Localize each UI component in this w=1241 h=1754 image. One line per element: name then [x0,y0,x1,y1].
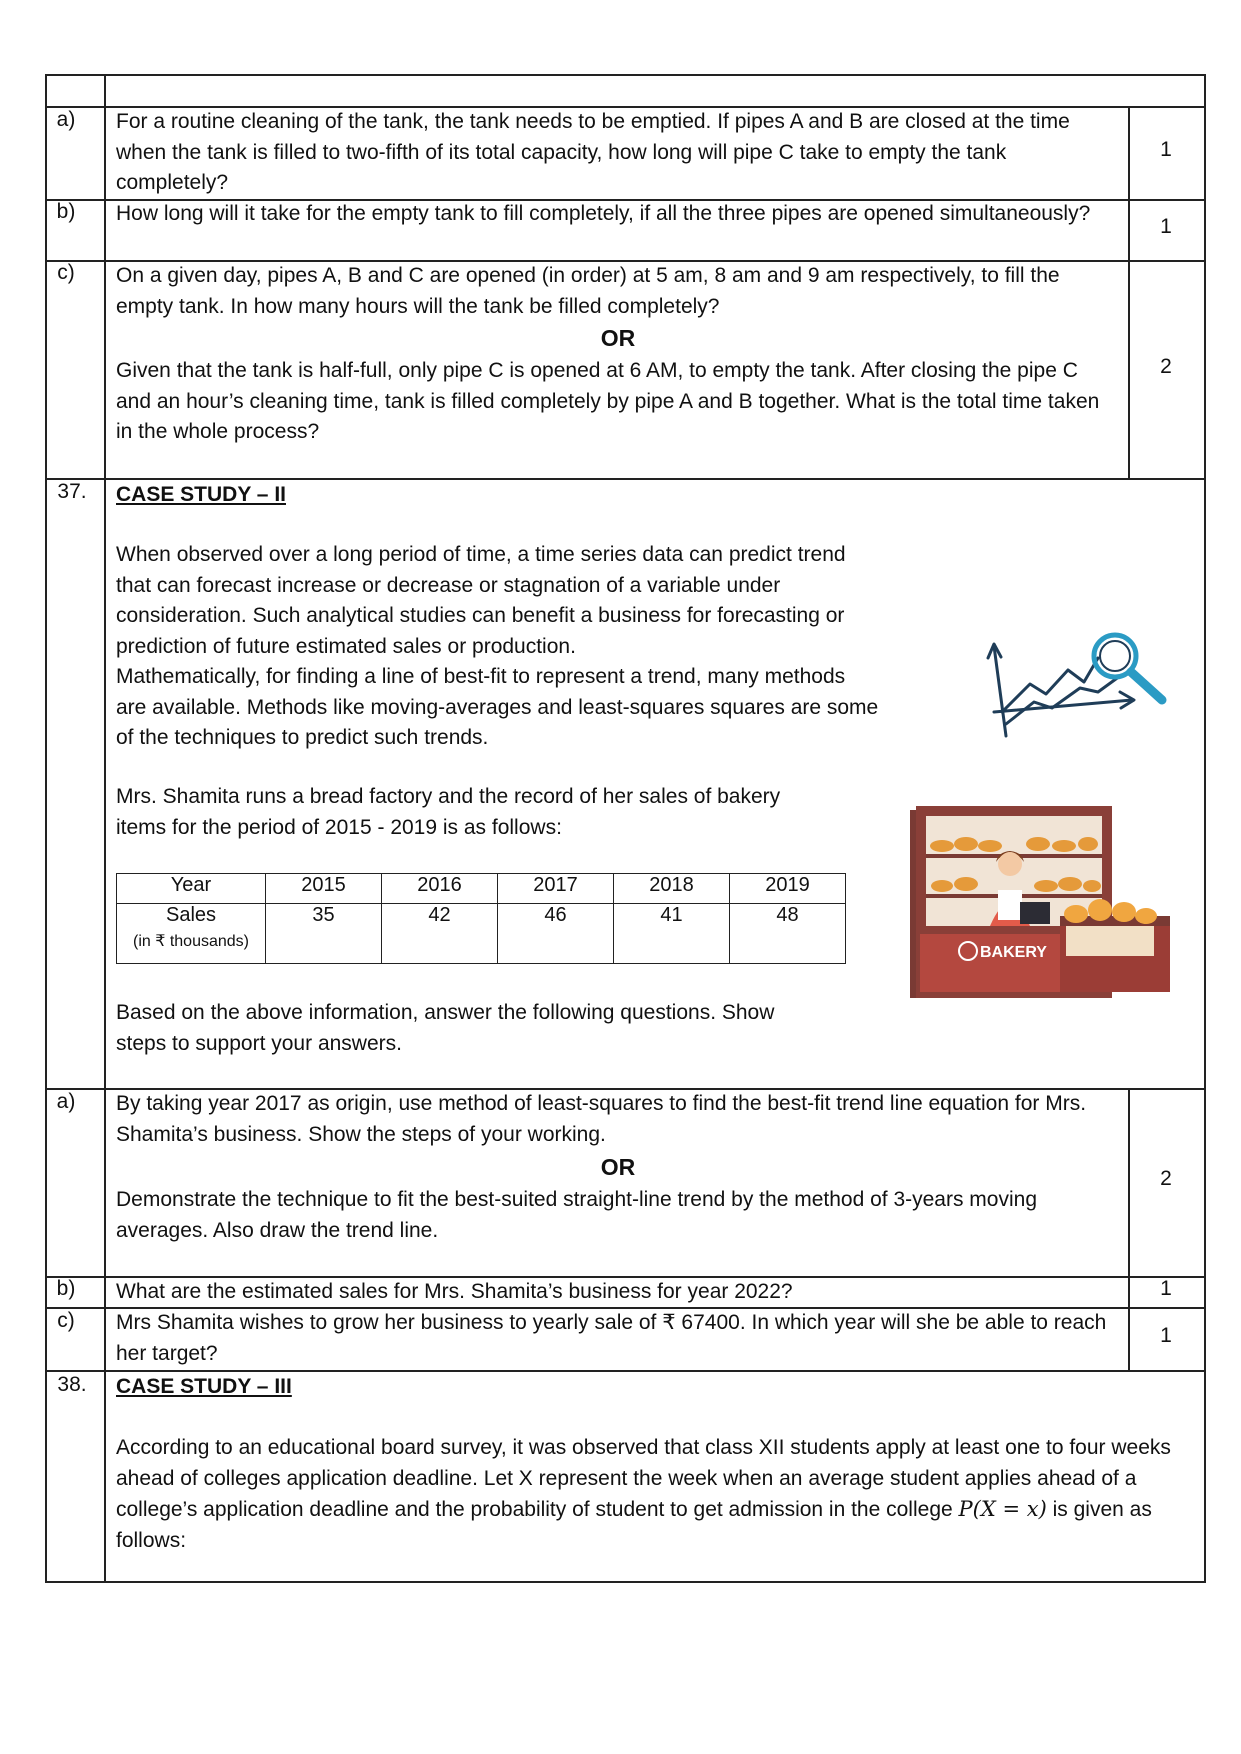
trend-chart-illustration [980,632,1200,742]
question-37b-text: What are the estimated sales for Mrs. Shamita’s business for year 2022? [116,1280,793,1303]
probability-expression: P(X = x) [958,1497,1047,1521]
table-cell: 41 [614,904,730,964]
question-label-c: c) [57,261,75,284]
or-label: OR [600,1154,636,1180]
table-cell: 2017 [498,874,614,904]
case-study-heading: CASE STUDY – II [116,483,286,506]
text-line: items for the period of 2015 - 2019 is as follows: [116,815,562,839]
shamita-paragraph [116,782,876,843]
or-label: OR [600,325,636,351]
table-cell: 42 [382,904,498,964]
table-row [117,904,846,964]
question-number-37: 37. [57,480,87,503]
intro-paragraph [116,540,956,754]
marks-36b: 1 [1160,215,1172,238]
table-cell: 48 [730,904,846,964]
sales-table [116,873,846,964]
text-line: When observed over a long period of time, a time series data can predict trend [116,543,846,566]
border-bottom [45,1581,1206,1583]
marks-37c: 1 [1160,1324,1172,1347]
border-top [45,74,1206,76]
question-36b-text: How long will it take for the empty tank to fill completely, if all the three pipes are opened simultaneously? [116,202,1091,225]
table-cell: 35 [266,904,382,964]
text-line: steps to support your answers. [116,1031,402,1055]
question-37a-text: By taking year 2017 as origin, use method of least-squares to find the best-fit trend line equation for Mrs. Shamita’s business. Show the steps of your working. [116,1092,1087,1146]
marks-37a: 2 [1160,1167,1172,1190]
bakery-sign-text: BAKERY [980,944,1047,961]
border-left [45,74,47,1582]
marks-36c: 2 [1160,355,1172,378]
text-line: Based on the above information, answer the following questions. Show [116,1001,775,1024]
sales-label: Sales [165,904,217,926]
question-number-38: 38. [57,1373,87,1396]
question-37a-alt-text: Demonstrate the technique to fit the best-suited straight-line trend by the method of 3-years moving averages. Also draw the trend line. [116,1188,1037,1242]
case-study-3-text [116,1433,1196,1556]
table-cell: 2019 [730,874,846,904]
text-line: that can forecast increase or decrease or stagnation of a variable under [116,573,781,597]
case-study-3-body: According to an educational board survey, it was observed that class XII students apply at least one to four weeks ahead of colleges application deadline. Let X represent the week when an average student applies ahead of a college’s application deadline and the probability of student to get admission in the college [116,1436,1171,1521]
column-divider [104,74,106,1582]
marks-37b: 1 [1160,1277,1172,1300]
closing-paragraph [116,998,936,1059]
question-label-b: b) [56,200,76,223]
marks-36a: 1 [1160,138,1172,161]
text-line: prediction of future estimated sales or production. [116,634,576,658]
table-cell: 2016 [382,874,498,904]
text-line: Mrs. Shamita runs a bread factory and the record of her sales of bakery [116,785,781,808]
question-36c-text: On a given day, pipes A, B and C are opened (in order) at 5 am, 8 am and 9 am respectively, to fill the empty tank. In how many hours will the tank be filled completely? [116,264,1060,318]
table-cell: 2015 [266,874,382,904]
text-line: of the techniques to predict such trends. [116,726,489,749]
question-label-b: b) [56,1277,76,1300]
text-line: are available. Methods like moving-averages and least-squares squares are some [116,695,879,719]
question-36c-alt-text: Given that the tank is half-full, only pipe C is opened at 6 AM, to empty the tank. After closing the pipe C and an hour’s cleaning time, tank is filled completely by pipe A and B together. What is the total time taken in the whole process? [116,359,1100,443]
case-study-3-tail: is given as follows: [116,1498,1152,1552]
question-37c-text: Mrs Shamita wishes to grow her business to yearly sale of ₹ 67400. In which year will she be able to reach her target? [116,1311,1107,1365]
bakery-illustration [910,806,1175,1002]
question-label-c: c) [57,1309,75,1332]
case-study-heading: CASE STUDY – III [116,1375,292,1398]
question-label-a: a) [56,108,76,131]
table-cell: 2018 [614,874,730,904]
question-label-a: a) [56,1090,76,1113]
sales-unit-label: (in ₹ thousands) [132,933,249,950]
border-right [1204,74,1206,1582]
text-line: consideration. Such analytical studies can benefit a business for forecasting or [116,604,845,627]
text-line: Mathematically, for finding a line of best-fit to represent a trend, many methods [116,665,846,688]
table-header-sales [117,904,266,964]
question-36a-text: For a routine cleaning of the tank, the tank needs to be emptied. If pipes A and B are closed at the time when the tank is filled to two-fifth of its total capacity, how long will pipe C take to empty the tank completely? [116,110,1070,194]
table-row [117,874,846,904]
table-header-year: Year [117,874,266,904]
table-cell: 46 [498,904,614,964]
